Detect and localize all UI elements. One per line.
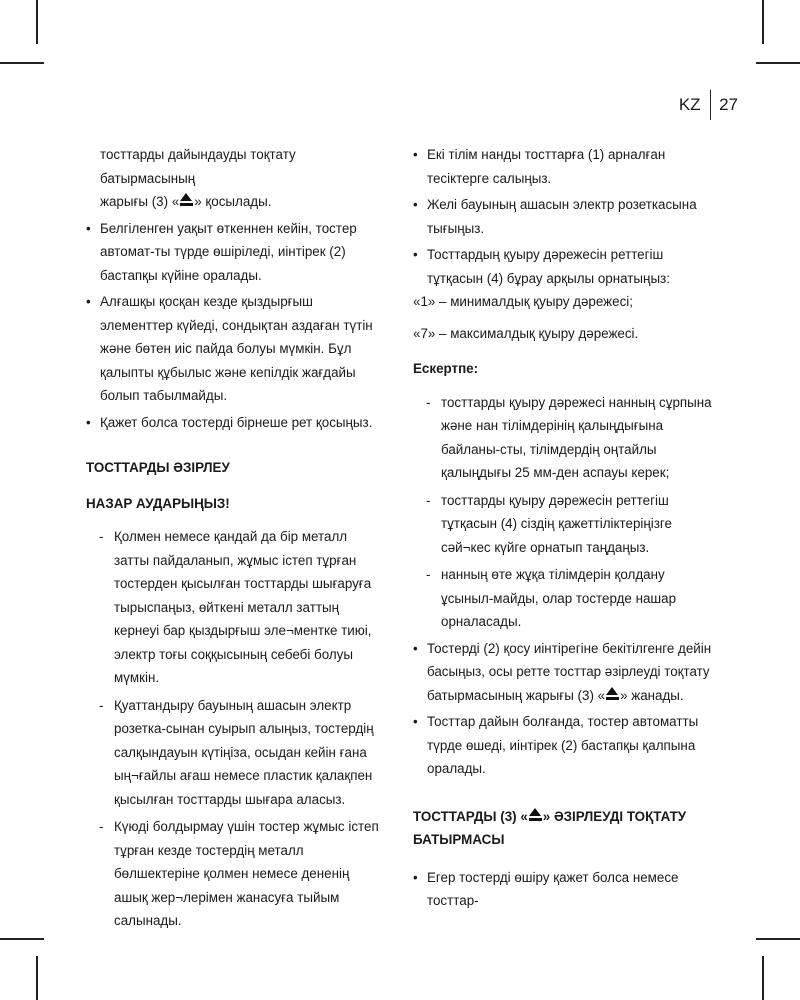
right-column — [413, 143, 713, 913]
eject-icon — [180, 193, 193, 207]
eject-icon — [606, 687, 619, 701]
warning-heading: НАЗАР АУДАРЫҢЫЗ! — [86, 495, 230, 511]
crop-mark — [762, 0, 764, 44]
crop-mark — [756, 938, 800, 940]
dash-item: - тосттарды қуыру дәрежесін реттегіш тұтқасын (4) сіздің қажеттіліктеріңізге сәй¬кес күйге орнатып таңдаңыз. — [426, 492, 672, 555]
left-column — [86, 143, 386, 933]
continued-text: жарығы (3) « » қосылады. — [100, 194, 272, 209]
note-heading: Ескертпе: — [413, 361, 479, 376]
language-code: KZ — [678, 95, 701, 114]
bullet-item: • Тосттар дайын болғанда, тостер автоматты түрде өшеді, иінтірек (2) бастапқы қалпына оралады. — [413, 714, 699, 776]
dash-item: - Қуаттандыру бауының ашасын электр розетка-сынан суырып алыңыз, тостердің салқындауын күтіңіза, осыдан кейін ғана ың¬ғайлы ағаш немесе пластик қалақпен қысылған тосттарды шығара аласыз. — [99, 697, 374, 807]
dash-item: - Қолмен немесе қандай да бір металл затты пайдаланып, жұмыс істеп тұрған тостерден қысылған тосттарды шығаруға тырыспаңыз, өйткені металл заттың кернеуі бар қыздырғыш эле¬ментке тиюі, электр тоғы соққысының себебі болуы мүмкін. — [99, 529, 372, 685]
crop-mark — [36, 0, 38, 44]
bullet-item: • Тосттардың қуыру дәрежесін реттегіш тұтқасын (4) бұрау арқылы орнатыңыз: — [413, 247, 670, 286]
bullet-item: • Алғашқы қосқан кезде қыздырғыш элементтер күйеді, сондықтан аздаған түтін және бөтен иіс пайда болуы мүмкін. Бұл қалыпты құбылыс және кепілдік жағдайы болып табылмайды. — [86, 294, 373, 403]
crop-mark — [36, 956, 38, 1000]
page-header — [679, 90, 738, 120]
eject-icon — [529, 808, 542, 822]
bullet-item: • Қажет болса тостерді бірнеше рет қосыңыз. — [86, 414, 373, 430]
crop-mark — [762, 956, 764, 1000]
section-heading: ТОСТТАРДЫ ӘЗІРЛЕУ — [86, 460, 230, 475]
level-min: «1» – минималдық қуыру дәрежесі; — [413, 294, 633, 309]
crop-mark — [0, 938, 44, 940]
continued-text: тосттарды дайындауды тоқтату батырмасының — [100, 147, 296, 186]
bullet-item: • Егер тостерді өшіру қажет болса немесе тосттар- — [413, 869, 679, 908]
bullet-item: • Тостерді (2) қосу иінтірегіне бекітілгенге дейін басыңыз, осы ретте тосттар әзірлеуді тоқтату батырмасының жарығы (3) « » жанады. — [413, 640, 712, 703]
crop-mark — [0, 62, 44, 64]
section-heading: ТОСТТАРДЫ (3) « » ӘЗІРЛЕУДІ ТОҚТАТУ БАТЫРМАСЫ — [413, 808, 687, 847]
bullet-item: • Белгіленген уақыт өткеннен кейін, тостер автомат-ты түрде өшіріледі, иінтірек (2) бастапқы күйіне оралады. — [86, 220, 357, 283]
level-max: «7» – максималдық қуыру дәрежесі. — [413, 325, 639, 341]
dash-item: - тосттарды қуыру дәрежесі нанның сұрпына және нан тілімдерінің қалыңдығына байланы-сты, тілімдердің оңтайлы қалыңдығы 25 мм-ден аспауы керек; — [426, 394, 712, 480]
bullet-item: • Екі тілім нанды тосттарға (1) арналған тесіктерге салыңыз. — [413, 147, 666, 186]
crop-mark — [756, 62, 800, 64]
dash-item: - нанның өте жұқа тілімдерін қолдану ұсыныл-майды, олар тостерде нашар орналасады. — [426, 567, 677, 629]
dash-item: - Күюді болдырмау үшін тостер жұмыс істеп тұрған кезде тостердің металл бөлшектеріне қолмен немесе дененің ашық жер¬лерімен жанасуға тыйым салынады. — [99, 819, 379, 928]
page-number: 27 — [719, 95, 738, 114]
bullet-item: • Желі бауының ашасын электр розеткасына тығыңыз. — [413, 197, 697, 236]
